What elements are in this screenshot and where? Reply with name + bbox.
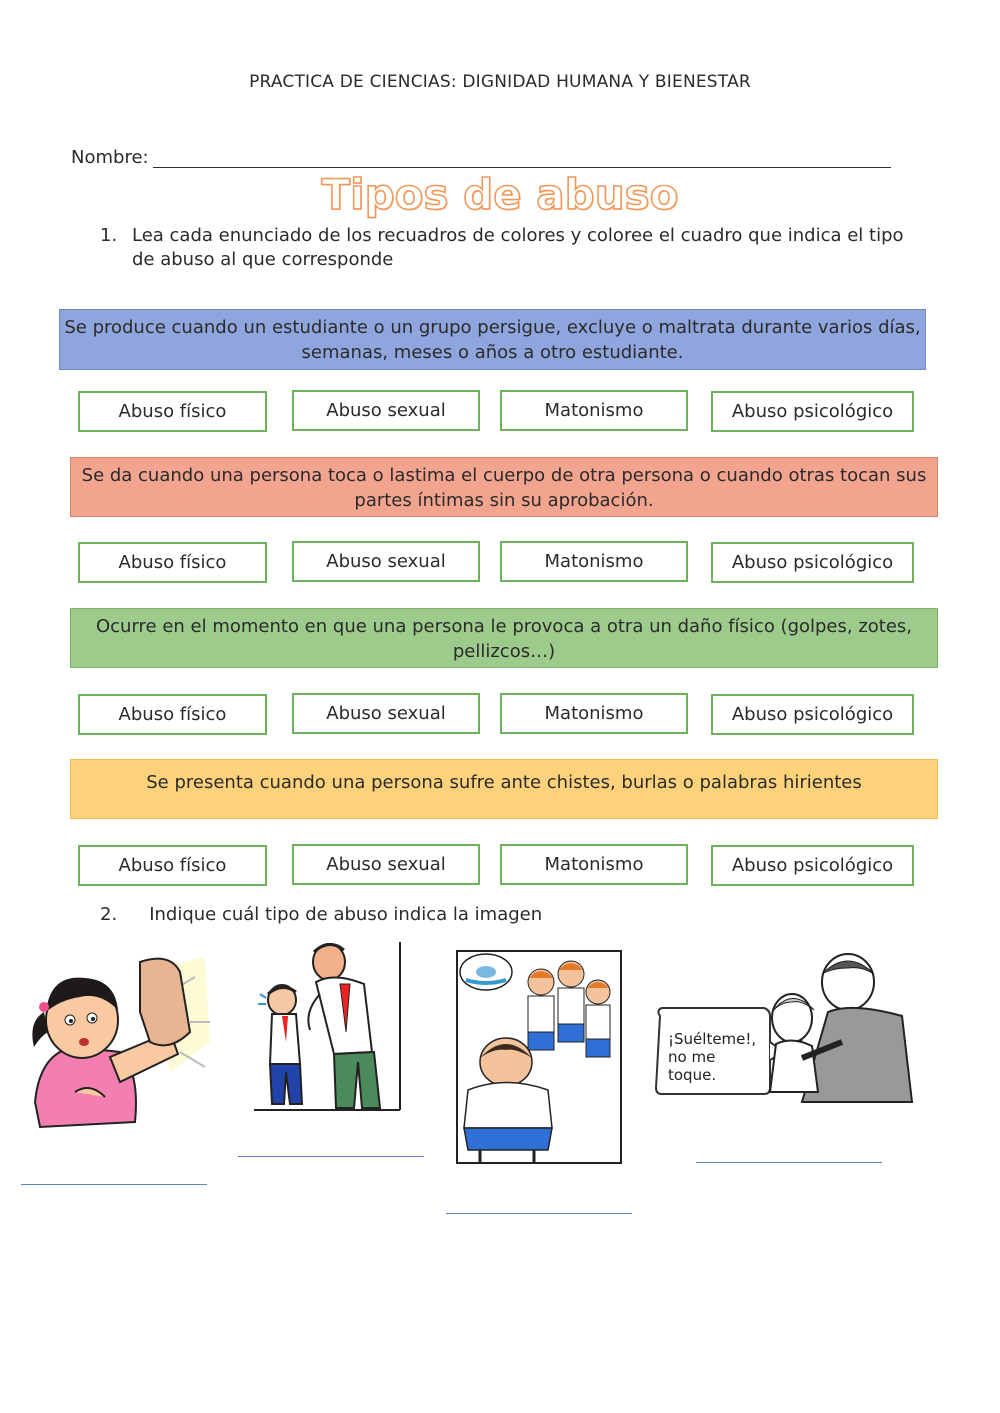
option-matonismo-3[interactable]: Matonismo <box>500 693 688 734</box>
option-matonismo-2[interactable]: Matonismo <box>500 541 688 582</box>
question-1-number: 1. <box>100 225 118 246</box>
question-1-text: Lea cada enunciado de los recuadros de colores y coloree el cuadro que indica el tipo de abuso al que corresponde <box>132 225 904 270</box>
option-matonismo-4[interactable]: Matonismo <box>500 844 688 885</box>
option-abuso-psicologico-1[interactable]: Abuso psicológico <box>711 391 914 432</box>
children-mocking-boy-illustration <box>456 950 622 1165</box>
option-abuso-psicologico-2[interactable]: Abuso psicológico <box>711 542 914 583</box>
man-touching-girl-illustration <box>652 952 914 1104</box>
definition-box-2: Se da cuando una persona toca o lastima el cuerpo de otra persona o cuando otras tocan sus partes íntimas sin su aprobación. <box>70 457 938 517</box>
option-abuso-sexual-1[interactable]: Abuso sexual <box>292 390 480 431</box>
worksheet-title: Tipos de abuso <box>321 170 679 219</box>
question-2-text: Indique cuál tipo de abuso indica la imagen <box>149 904 543 925</box>
answer-line-image-3[interactable] <box>446 1213 632 1214</box>
option-abuso-sexual-2[interactable]: Abuso sexual <box>292 541 480 582</box>
definition-box-3: Ocurre en el momento en que una persona le provoca a otra un daño físico (golpes, zotes, pellizcos…) <box>70 608 938 668</box>
man-yelling-at-boy-illustration <box>254 942 402 1112</box>
name-label: Nombre: <box>71 147 149 168</box>
question-1-instruction <box>100 224 930 272</box>
page-header: PRACTICA DE CIENCIAS: DIGNIDAD HUMANA Y BIENESTAR <box>249 72 751 92</box>
definition-box-4: Se presenta cuando una persona sufre ante chistes, burlas o palabras hirientes <box>70 759 938 819</box>
option-matonismo-1[interactable]: Matonismo <box>500 390 688 431</box>
option-abuso-fisico-3[interactable]: Abuso físico <box>78 694 267 735</box>
speech-line-3: toque. <box>668 1066 717 1084</box>
answer-line-image-2[interactable] <box>238 1156 424 1157</box>
question-2-number: 2. <box>100 904 118 925</box>
girl-arm-grabbed-illustration <box>20 952 212 1130</box>
answer-line-image-1[interactable] <box>21 1184 207 1185</box>
option-abuso-psicologico-3[interactable]: Abuso psicológico <box>711 694 914 735</box>
option-abuso-fisico-2[interactable]: Abuso físico <box>78 542 267 583</box>
speech-line-1: ¡Suélteme!, <box>668 1030 757 1048</box>
option-abuso-sexual-3[interactable]: Abuso sexual <box>292 693 480 734</box>
name-field <box>71 147 891 168</box>
option-abuso-psicologico-4[interactable]: Abuso psicológico <box>711 845 914 886</box>
answer-line-image-4[interactable] <box>696 1162 882 1163</box>
name-input-line[interactable] <box>153 149 891 168</box>
question-2-instruction <box>100 904 542 925</box>
definition-box-1: Se produce cuando un estudiante o un grupo persigue, excluye o maltrata durante varios días, semanas, meses o años a otro estudiante. <box>59 309 926 370</box>
option-abuso-sexual-4[interactable]: Abuso sexual <box>292 844 480 885</box>
speech-line-2: no me <box>668 1048 716 1066</box>
option-abuso-fisico-1[interactable]: Abuso físico <box>78 391 267 432</box>
option-abuso-fisico-4[interactable]: Abuso físico <box>78 845 267 886</box>
